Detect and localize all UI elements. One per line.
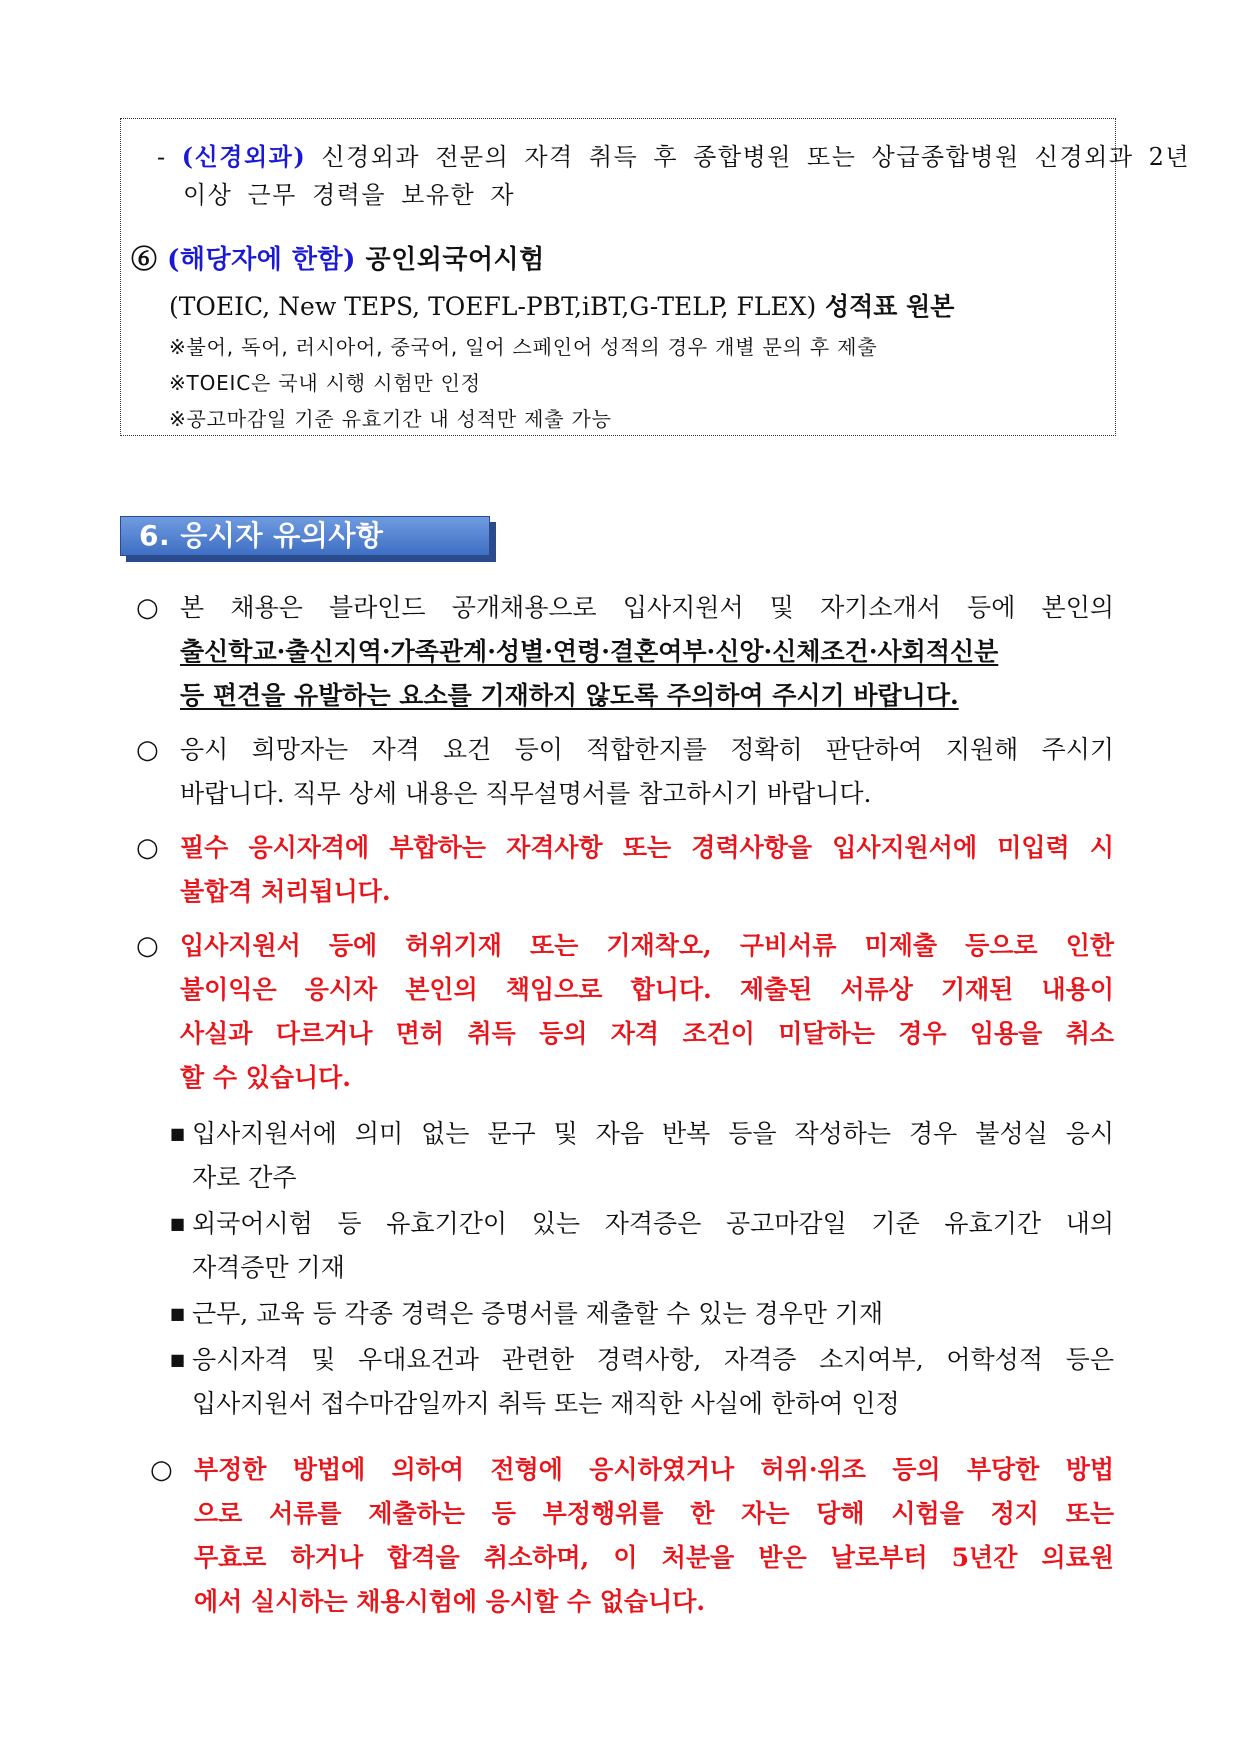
item6-title-line: [131, 239, 545, 276]
sub-3-line-1: 근무, 교육 등 각종 경력은 증명서를 제출할 수 있는 경우만 기재: [192, 1299, 884, 1328]
sub-2-line-2: 자격증만 기재: [192, 1253, 345, 1282]
item6-number: ⑥: [131, 245, 168, 275]
notice-3-line-1: 필수 응시자격에 부합하는 자격사항 또는 경력사항을 입사지원서에 미입력 시: [180, 833, 1114, 862]
square-bullet-icon: ■: [170, 1350, 186, 1369]
notice-item-3: [136, 826, 1114, 914]
section-header: [120, 516, 496, 560]
notice-item-2: [136, 728, 1114, 816]
notice-2-line-1: 응시 희망자는 자격 요건 등이 적합한지를 정확히 판단하여 지원해 주시기: [180, 735, 1114, 764]
notice-5-line-1: 부정한 방법에 의하여 전형에 응시하였거나 허위·위조 등의 부당한 방법: [194, 1455, 1114, 1484]
dash: -: [157, 143, 182, 171]
neuro-text-1: 신경외과 전문의 자격 취득 후 종합병원 또는 상급종합병원 신경외과 2년: [306, 143, 1191, 171]
section-title: 6. 응시자 유의사항: [120, 516, 490, 556]
notice-2-line-2: 바랍니다. 직무 상세 내용은 직무설명서를 참고하시기 바랍니다.: [180, 779, 872, 808]
square-bullet-icon: ■: [170, 1214, 186, 1233]
neuro-line-2: 이상 근무 경력을 보유한 자: [183, 181, 516, 209]
notice-item-5: [150, 1448, 1114, 1624]
notice-4-line-1: 입사지원서 등에 허위기재 또는 기재착오, 구비서류 미제출 등으로 인한: [180, 931, 1114, 960]
notice-item-4: [136, 924, 1114, 1100]
notice-1-line-3: 등 편견을 유발하는 요소를 기재하지 않도록 주의하여 주시기 바랍니다.: [180, 681, 959, 710]
item6-tag: (해당자에 한함): [167, 245, 356, 275]
circle-bullet-icon: ○: [136, 593, 159, 623]
sub-item-4: [170, 1338, 1114, 1426]
circle-bullet-icon: ○: [136, 735, 159, 765]
sub-item-2: [170, 1202, 1114, 1290]
item6-tests-suffix: 성적표 원본: [816, 292, 955, 321]
sub-4-line-2: 입사지원서 접수마감일까지 취득 또는 재직한 사실에 한하여 인정: [192, 1389, 900, 1418]
sub-item-1: [170, 1112, 1114, 1200]
notice-4-line-4: 할 수 있습니다.: [180, 1063, 352, 1092]
notice-5-line-4: 에서 실시하는 채용시험에 응시할 수 없습니다.: [194, 1587, 706, 1616]
sub-2-line-1: 외국어시험 등 유효기간이 있는 자격증은 공고마감일 기준 유효기간 내의: [192, 1209, 1114, 1238]
notice-3-line-2: 불합격 처리됩니다.: [180, 877, 391, 906]
item6-tests-line: [169, 287, 954, 323]
square-bullet-icon: ■: [170, 1124, 186, 1143]
neuro-line-1: [157, 137, 1190, 172]
sub-1-line-1: 입사지원서에 의미 없는 문구 및 자음 반복 등을 작성하는 경우 불성실 응시: [192, 1119, 1114, 1148]
notice-5-line-3: 무효로 하거나 합격을 취소하며, 이 처분을 받은 날로부터 5년간 의료원: [194, 1543, 1114, 1572]
notice-1-line-2: 출신학교·출신지역·가족관계·성별·연령·결혼여부·신앙·신체조건·사회적신분: [180, 637, 999, 666]
notice-item-1: [136, 586, 1114, 718]
notice-4-line-3: 사실과 다르거나 면허 취득 등의 자격 조건이 미달하는 경우 임용을 취소: [180, 1019, 1114, 1048]
neuro-tag: (신경외과): [181, 142, 307, 171]
item6-title: 공인외국어시험: [355, 245, 545, 275]
notice-1-line-1: 본 채용은 블라인드 공개채용으로 입사지원서 및 자기소개서 등에 본인의: [180, 593, 1114, 622]
note-2: ※TOEIC은 국내 시행 시험만 인정: [169, 371, 481, 395]
sub-item-3: [170, 1292, 1114, 1336]
sub-4-line-1: 응시자격 및 우대요건과 관련한 경력사항, 자격증 소지여부, 어학성적 등은: [192, 1345, 1114, 1374]
notice-5-line-2: 으로 서류를 제출하는 등 부정행위를 한 자는 당해 시험을 정지 또는: [194, 1499, 1114, 1528]
note-3: ※공고마감일 기준 유효기간 내 성적만 제출 가능: [169, 407, 612, 431]
circle-bullet-icon: ○: [150, 1455, 173, 1485]
circle-bullet-icon: ○: [136, 931, 159, 961]
notice-4-line-2: 불이익은 응시자 본인의 책임으로 합니다. 제출된 서류상 기재된 내용이: [180, 975, 1114, 1004]
circle-bullet-icon: ○: [136, 833, 159, 863]
square-bullet-icon: ■: [170, 1304, 186, 1323]
note-1: ※불어, 독어, 러시아어, 중국어, 일어 스페인어 성적의 경우 개별 문의 후 제출: [169, 335, 878, 359]
item6-tests: (TOEIC, New TEPS, TOEFL-PBT,iBT,G-TELP, FLEX): [169, 292, 817, 321]
sub-1-line-2: 자로 간주: [192, 1163, 297, 1192]
qualification-box: [120, 118, 1191, 436]
